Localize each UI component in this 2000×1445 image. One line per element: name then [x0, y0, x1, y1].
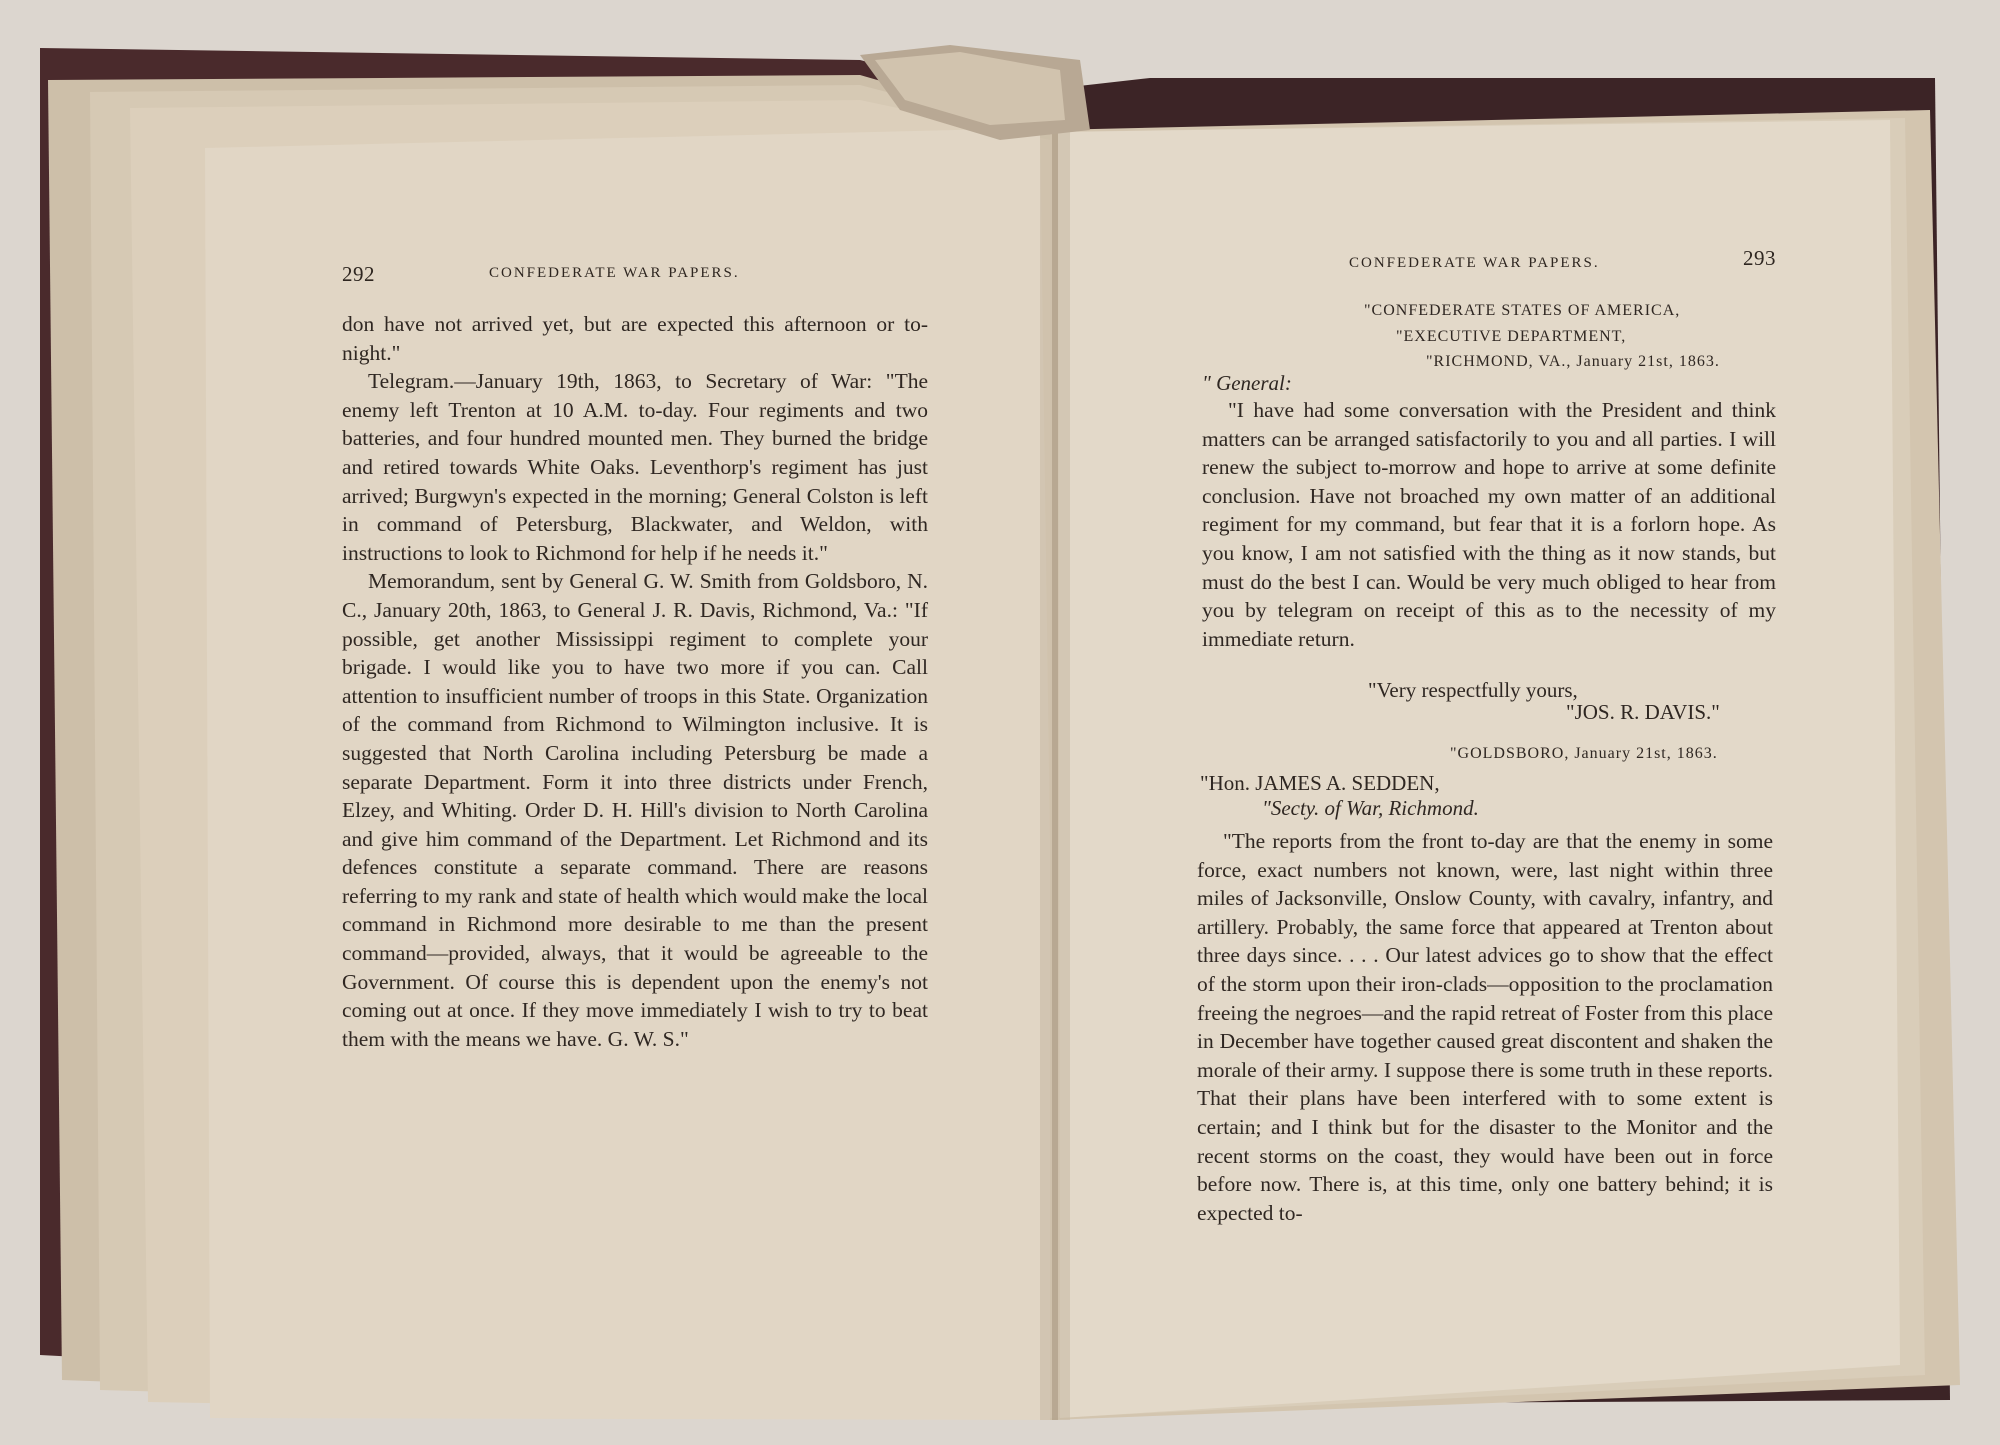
letter2-dateline: "GOLDSBORO, January 21st, 1863. [1450, 745, 1718, 762]
letter2-body-text: "The reports from the front to-day are that the enemy in some force, exact numbers not known, were, last night within three miles of Jacksonville, Onslow County, with cavalry, infantry, and artillery. Probably, the same force that appeared at Trenton about three days since. . . . Our latest advices go to show that the effect of the storm upon their iron-clads—opposition to the proclamation freeing the negroes—and the rapid retreat of Foster from this place in December have together caused great discontent and shaken the morale of their army. I suppose there is some truth in these reports. That their plans have been interfered with to some extent is certain; and I think but for the disaster to the Monitor and the recent storms on the coast, they would have been out in force before now. There is, at this time, only one battery behind; it is expected to- [1197, 829, 1773, 1225]
letter2-address-line-1: "Hon. JAMES A. SEDDEN, [1200, 771, 1440, 795]
letter1-heading-line-3: "RICHMOND, VA., January 21st, 1863. [1426, 353, 1720, 370]
letter1-signature: "JOS. R. DAVIS." [1566, 700, 1720, 724]
left-paragraph-3: Memorandum, sent by General G. W. Smith from Goldsboro, N. C., January 20th, 1863, to General J. R. Davis, Richmond, Va.: "If possible, get another Mississippi regiment to complete your brigade. I would like you to have two more if you can. Call attention to insufficient number of troops in this State. Organization of the command from Richmond to Wilmington inclusive. It is suggested that North Carolina including Petersburg be made a separate Department. Form it into three districts under French, Elzey, and Whiting. Order D. H. Hill's division to North Carolina and give him command of the Department. Let Richmond and its defences constitute a separate command. There are reasons referring to my rank and state of health which would make the local command in Richmond more desirable to me than the present command—provided, always, that it would be agreeable to the Government. Of course this is dependent upon the enemy's not coming out at once. If they move immediately I wish to try to beat them with the means we have. G. W. S." [342, 569, 928, 1051]
letter1-body [1202, 396, 1776, 653]
letter1-heading-line-1: "CONFEDERATE STATES OF AMERICA, [1364, 302, 1681, 319]
letter1-heading-line-2: "EXECUTIVE DEPARTMENT, [1396, 328, 1627, 345]
right-page-number: 293 [1743, 246, 1776, 270]
left-page-number: 292 [342, 262, 375, 286]
right-running-head: CONFEDERATE WAR PAPERS. [1349, 255, 1600, 271]
left-running-head: CONFEDERATE WAR PAPERS. [489, 265, 740, 281]
letter2-body [1197, 827, 1773, 1227]
left-paragraph-2: Telegram.—January 19th, 1863, to Secretary of War: "The enemy left Trenton at 10 A.M. to-day. Four regiments and two batteries, and four hundred mounted men. They burned the bridge and retired towards White Oaks. Leventhorp's regiment has just arrived; Burgwyn's expected in the morning; General Colston is left in command of Petersburg, Blackwater, and Weldon, with instructions to look to Richmond for help if he needs it." [342, 369, 928, 565]
letter1-salutation: " General: [1202, 371, 1292, 395]
letter1-body-text: "I have had some conversation with the President and think matters can be arranged satisfactorily to you and all parties. I will renew the subject to-morrow and hope to arrive at some definite conclusion. Have not broached my own matter of an additional regiment for my command, but fear that it is a forlorn hope. As you know, I am not satisfied with the thing as it now stands, but must do the best I can. Would be very much obliged to hear from you by telegram on receipt of this as to the necessity of my immediate return. [1202, 398, 1776, 651]
letter1-closing: "Very respectfully yours, [1368, 678, 1578, 702]
left-page-body [342, 310, 928, 1053]
left-paragraph-1: don have not arrived yet, but are expected this afternoon or to-night." [342, 312, 928, 365]
letter2-address-line-2: "Secty. of War, Richmond. [1262, 796, 1479, 820]
